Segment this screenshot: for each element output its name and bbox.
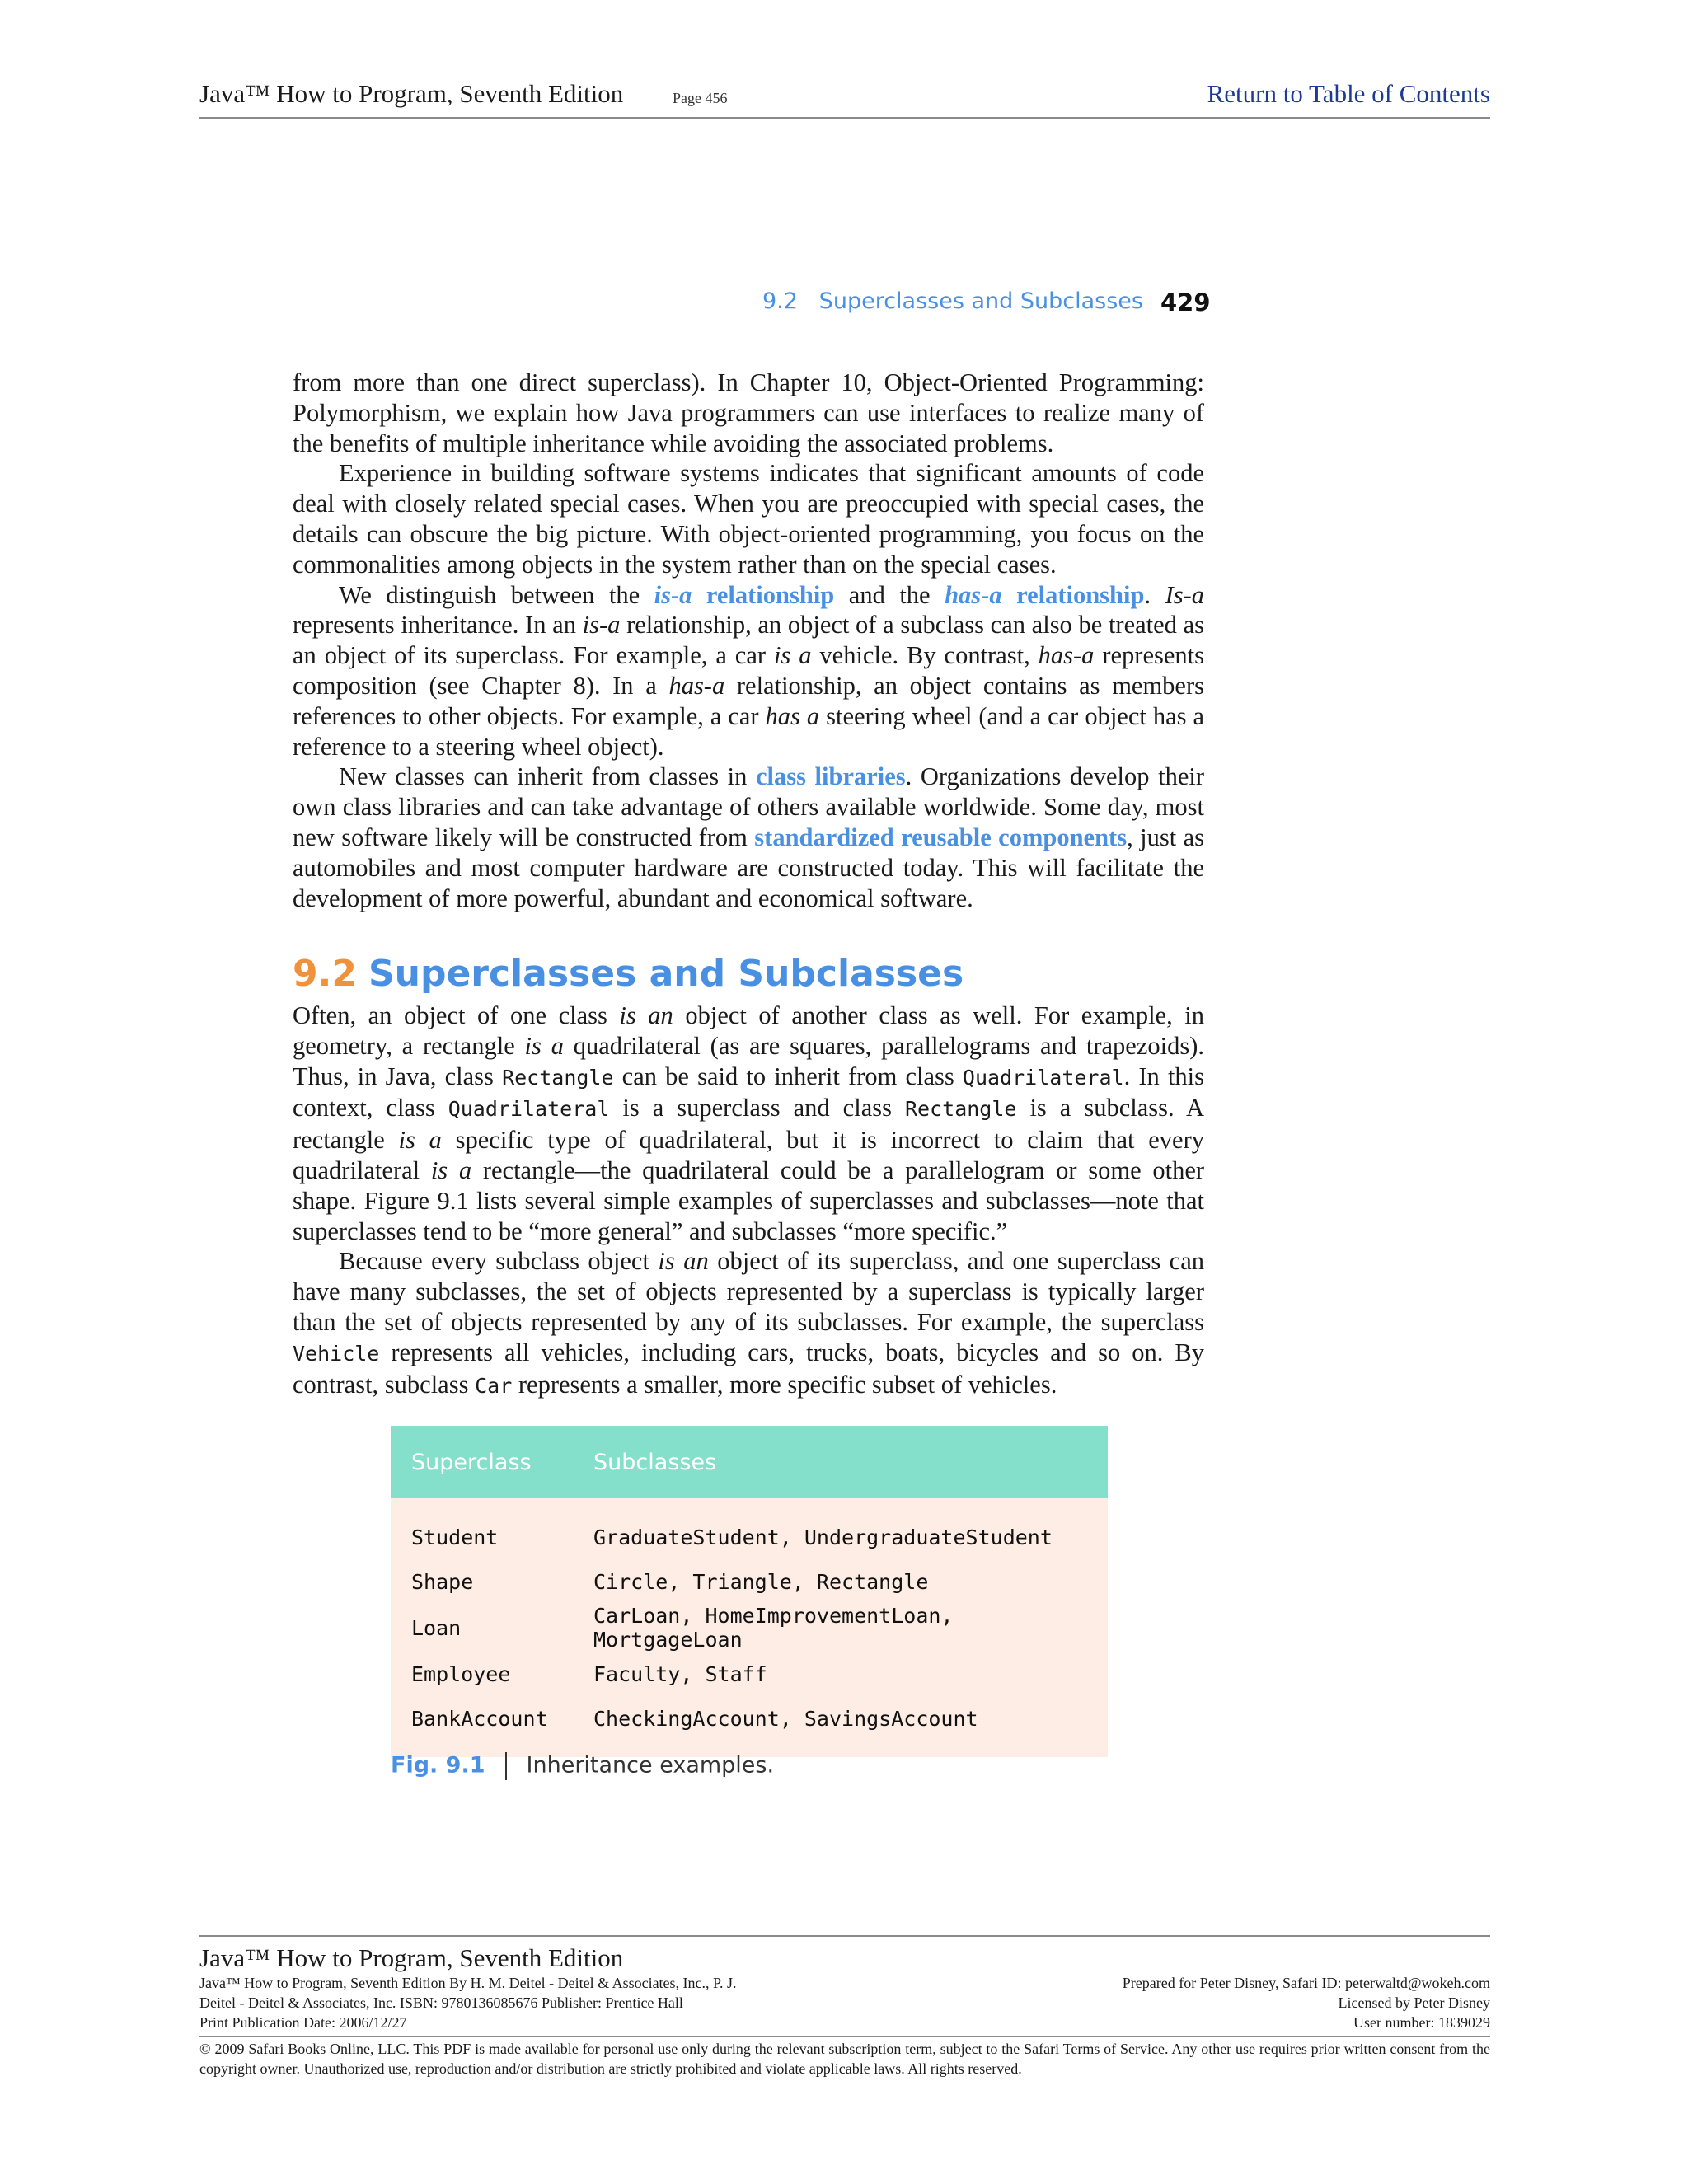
footer-publication-date: Print Publication Date: 2006/12/27	[199, 2014, 407, 2031]
lower-body-text	[293, 1001, 1204, 1401]
table-row	[391, 1696, 1108, 1757]
section-number: 9.2	[293, 953, 357, 995]
subclasses-cell: CheckingAccount, SavingsAccount	[573, 1696, 1108, 1757]
paragraph-4: New classes can inherit from classes in class libraries. Organizations develop their own class libraries and can take advantage of others available worldwide. Some day, most new software likely will be constructed from standardized reusable components, just as automobiles and most computer hardware are constructed today. This will facilitate the development of more powerful, abundant and economical software.	[293, 762, 1204, 912]
has-a-relationship-term: has-a relationship	[945, 580, 1145, 609]
page-label: Page 456	[673, 90, 728, 106]
reusable-components-term: standardized reusable components	[754, 823, 1128, 851]
running-head-page-number: 429	[1160, 288, 1211, 316]
subclasses-cell: GraduateStudent, UndergraduateStudent	[573, 1498, 1108, 1559]
table-row	[391, 1652, 1108, 1696]
footer-book-info: Java™ How to Program, Seventh Edition By H. M. Deitel - Deitel & Associates, Inc., P. J.	[199, 1975, 737, 1991]
safari-footer	[199, 1935, 1490, 2079]
upper-body-text	[293, 368, 1204, 913]
footer-prepared-for: Prepared for Peter Disney, Safari ID: peterwaltd@wokeh.com	[1122, 1975, 1490, 1991]
paragraph-6: Because every subclass object is an object of its superclass, and one superclass can have many subclasses, the set of objects represented by a superclass is typically larger than the set of objects represented by any of its subclasses. For example, the superclass Vehicle represents all vehicles, including cars, trucks, boats, bicycles and so on. By contrast, subclass Car represents a smaller, more specific subset of vehicles.	[293, 1247, 1205, 1399]
paragraph-5: Often, an object of one class is an object of another class as well. For example, in geometry, a rectangle is a quadrilateral (as are squares, parallelograms and trapezoids). Thus, in Java, class Rectangle can be said to inherit from class Quadrilateral. In this context, class Quadrilateral is a superclass and class Rectangle is a subclass. A rectangle is a specific type of quadrilateral, but it is incorrect to claim that every quadrilateral is a rectangle—the quadrilateral could be a parallelogram or some other shape. Figure 9.1 lists several simple examples of superclasses and subclasses—note that superclasses tend to be “more general” and subclasses “more specific.”	[293, 1001, 1205, 1245]
figure-label: Fig. 9.1	[391, 1752, 485, 1779]
paragraph-2: Experience in building software systems indicates that significant amounts of code deal with closely related special cases. When you are preoccupied with special cases, the details can obscure the big picture. With object-oriented programming, you focus on the commonalities among objects in the system rather than on the special cases.	[293, 459, 1204, 579]
superclass-cell: Employee	[391, 1652, 573, 1696]
superclass-cell: Loan	[391, 1604, 573, 1652]
table-row	[391, 1559, 1108, 1604]
book-title: Java™ How to Program, Seventh Edition	[199, 79, 624, 108]
table-header-row	[391, 1426, 1108, 1498]
table-row	[391, 1498, 1108, 1559]
subclasses-header: Subclasses	[573, 1426, 1108, 1498]
section-heading	[293, 953, 964, 995]
footer-isbn: Deitel - Deitel & Associates, Inc. ISBN: 9780136085676 Publisher: Prentice Hall	[199, 1994, 683, 2011]
footer-copyright: © 2009 Safari Books Online, LLC. This PDF is made available for personal use only during the relevant subscription term, subject to the Safari Terms of Service. Any other use requires prior written consent from the copyright owner. Unauthorized use, reproduction and/or distribution are strictly prohibited and violate applicable laws. All rights reserved.	[199, 2036, 1490, 2079]
caption-divider	[505, 1752, 507, 1780]
subclasses-cell: Faculty, Staff	[573, 1652, 1108, 1696]
figure-caption	[391, 1752, 774, 1780]
running-head-section: 9.2 Superclasses and Subclasses	[762, 288, 1143, 314]
superclass-cell: Shape	[391, 1559, 573, 1604]
paragraph-1: from more than one direct superclass). In Chapter 10, Object-Oriented Programming: Polymorphism, we explain how Java programmers can use interfaces to realize many of the benefits of multiple inheritance while avoiding the associated problems.	[293, 368, 1204, 457]
subclasses-cell: Circle, Triangle, Rectangle	[573, 1559, 1108, 1604]
superclass-header: Superclass	[391, 1426, 573, 1498]
inheritance-examples-table	[391, 1426, 1108, 1757]
class-libraries-term: class libraries	[755, 762, 906, 791]
subclasses-cell: CarLoan, HomeImprovementLoan, MortgageLoan	[573, 1604, 1108, 1652]
section-title: Superclasses and Subclasses	[368, 953, 964, 995]
safari-header	[199, 76, 1490, 119]
superclass-cell: BankAccount	[391, 1696, 573, 1757]
figure-caption-text: Inheritance examples.	[526, 1752, 775, 1779]
is-a-relationship-term: is-a relationship	[654, 580, 835, 609]
table-row	[391, 1604, 1108, 1652]
footer-user-number: User number: 1839029	[1353, 2014, 1490, 2031]
table-of-contents-link[interactable]: Return to Table of Contents	[1207, 79, 1490, 108]
superclass-cell: Student	[391, 1498, 573, 1559]
footer-licensed-by: Licensed by Peter Disney	[1338, 1994, 1490, 2011]
footer-title: Java™ How to Program, Seventh Edition	[199, 1943, 624, 1972]
paragraph-3: We distinguish between the is-a relationship and the has-a relationship. Is-a represents inheritance. In an is-a relationship, an object of a subclass can also be treated as an object of its superclass. For example, a car is a vehicle. By contrast, has-a represents composition (see Chapter 8). In a has-a relationship, an object contains as members references to other objects. For example, a car has a steering wheel (and a car object has a reference to a steering wheel object).	[293, 580, 1205, 761]
